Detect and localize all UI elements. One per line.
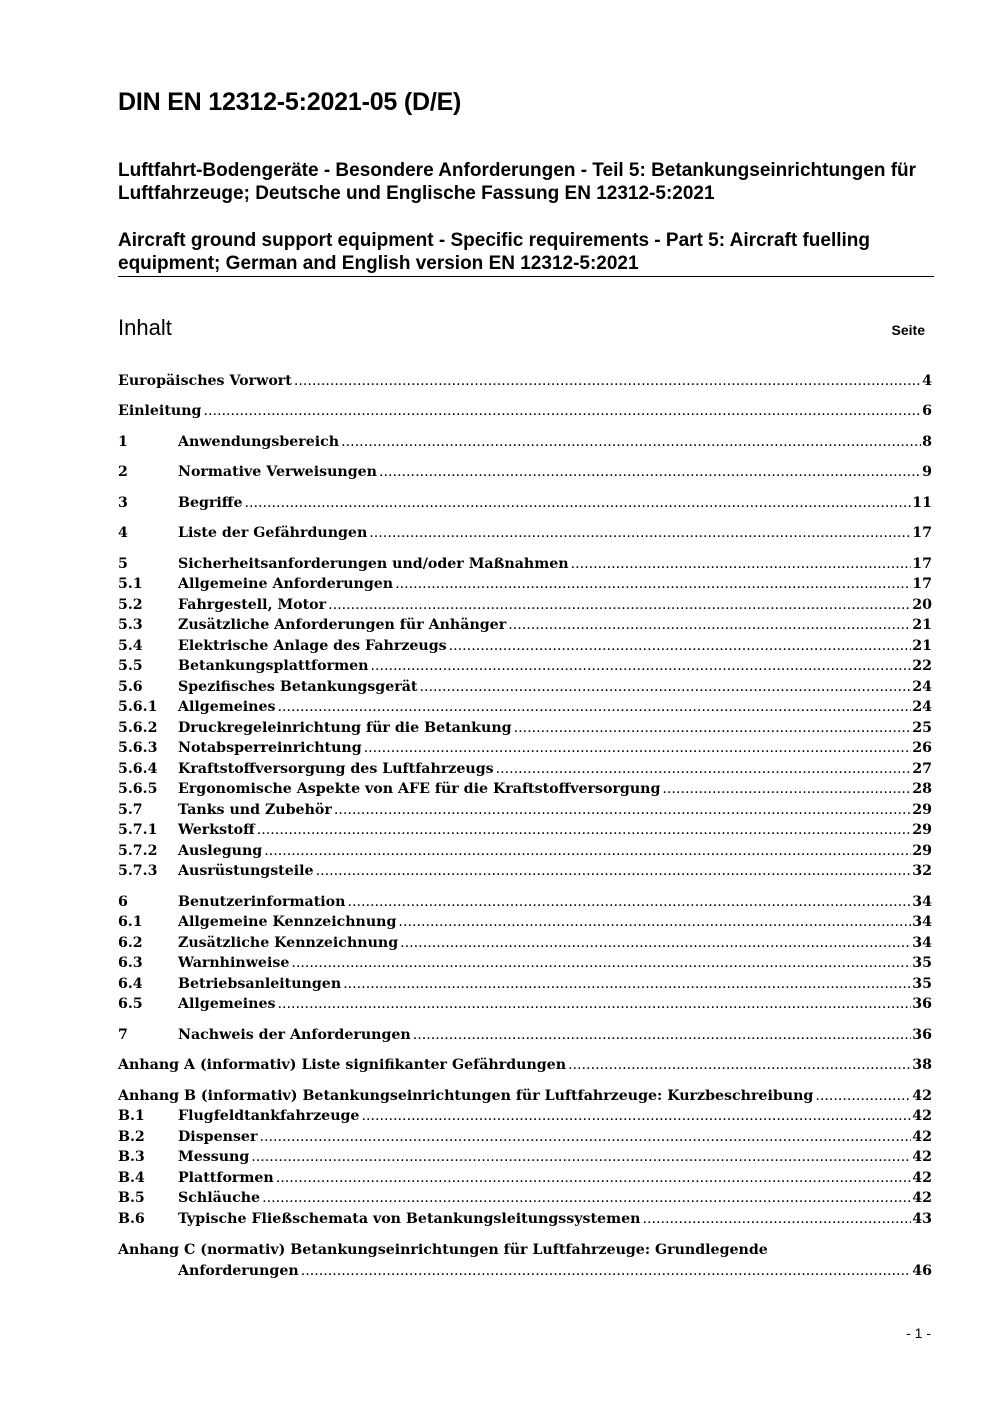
toc-entry-page: 35 (912, 976, 932, 992)
toc-leader-dots (364, 738, 912, 758)
toc-entry-page: 35 (912, 955, 932, 971)
toc-entry-page: 28 (912, 781, 932, 797)
toc-entry-number: 4 (118, 525, 128, 541)
toc-entry-page: 17 (912, 525, 932, 541)
toc-leader-dots (341, 432, 921, 452)
toc-leader-dots (413, 1025, 912, 1045)
toc-entry-page: 42 (912, 1088, 932, 1104)
toc-entry-number: 5.6.4 (118, 761, 158, 777)
toc-entry-text: Fahrgestell, Motor (178, 597, 327, 613)
toc-entry-text: Anhang A (informativ) Liste signifikanter Gefährdungen (118, 1057, 567, 1073)
toc-leader-dots (291, 953, 911, 973)
toc-entry-text: Allgemeines (178, 699, 276, 715)
toc-entry[interactable] (118, 1025, 932, 1045)
toc-leader-dots (642, 1209, 911, 1229)
toc-leader-dots (301, 1261, 912, 1281)
toc-entry-text: Zusätzliche Kennzeichnung (178, 935, 399, 951)
toc-entry[interactable] (118, 994, 932, 1014)
toc-entry[interactable] (118, 1209, 932, 1229)
toc-entry-text: Kraftstoffversorgung des Luftfahrzeugs (178, 761, 494, 777)
toc-entry-annex-c-line1[interactable]: Anhang C (normativ) Betankungseinrichtungen für Luftfahrzeuge: Grundlegende (118, 1242, 768, 1258)
toc-entry[interactable] (118, 1055, 932, 1075)
toc-entry[interactable] (118, 677, 932, 697)
toc-entry-text: Druckregeleinrichtung für die Betankung (178, 720, 512, 736)
toc-entry-text: Betriebsanleitungen (178, 976, 342, 992)
toc-entry[interactable] (118, 1147, 932, 1167)
toc-entry-number: 6.4 (118, 976, 143, 992)
toc-leader-dots (328, 595, 911, 615)
toc-entry-number: B.4 (118, 1170, 145, 1186)
toc-entry[interactable] (118, 432, 932, 452)
toc-entry-text: Tanks und Zubehör (178, 802, 332, 818)
toc-leader-dots (571, 554, 912, 574)
header-divider (118, 276, 934, 277)
title-english: Aircraft ground support equipment - Specific requirements - Part 5: Aircraft fuelling equipment; German and English version EN 12312-5:2021 (118, 230, 871, 274)
toc-entry-number: B.6 (118, 1211, 145, 1227)
toc-leader-dots (244, 493, 911, 513)
title-german: Luftfahrt-Bodengeräte - Besondere Anforderungen - Teil 5: Betankungseinrichtungen für Luftfahrzeuge; Deutsche und Englische Fassung EN 12312-5:2021 (118, 160, 917, 204)
toc-entry-text: Notabsperreinrichtung (178, 740, 362, 756)
toc-entry-number: 6.1 (118, 914, 143, 930)
toc-entry[interactable] (118, 1127, 932, 1147)
toc-leader-dots (257, 820, 911, 840)
toc-entry-number: 5.7.2 (118, 843, 158, 859)
toc-entry-number: 3 (118, 495, 128, 511)
toc-entry-page: 36 (912, 1027, 932, 1043)
toc-leader-dots (276, 1168, 911, 1188)
toc-entry-page: 25 (912, 720, 932, 736)
toc-leader-dots (343, 974, 911, 994)
toc-entry-page: 9 (922, 464, 932, 480)
toc-entry[interactable] (118, 759, 932, 779)
document-id: DIN EN 12312-5:2021-05 (D/E) (118, 88, 462, 116)
toc-entry[interactable] (118, 820, 932, 840)
toc-entry-number: 5.6 (118, 679, 143, 695)
toc-entry[interactable] (118, 636, 932, 656)
toc-entry[interactable] (118, 615, 932, 635)
toc-entry-number: 2 (118, 464, 128, 480)
toc-entry-page: 29 (912, 843, 932, 859)
page-column-label: Seite (891, 322, 925, 338)
toc-entry[interactable] (118, 912, 932, 932)
toc-entry-number: 5.6.2 (118, 720, 158, 736)
toc-entry-page: 36 (912, 996, 932, 1012)
toc-entry[interactable] (118, 493, 932, 513)
toc-entry-text: Schläuche (178, 1190, 261, 1206)
toc-entry-number: B.1 (118, 1108, 145, 1124)
toc-entry-page: 42 (912, 1170, 932, 1186)
toc-entry[interactable] (118, 892, 932, 912)
toc-entry-text: Allgemeine Kennzeichnung (178, 914, 397, 930)
toc-leader-dots (278, 994, 912, 1014)
toc-entry[interactable] (118, 523, 932, 543)
toc-entry-number: 5.3 (118, 617, 143, 633)
toc-entry-number: 5.5 (118, 658, 143, 674)
toc-leader-dots (514, 718, 912, 738)
toc-entry[interactable] (118, 841, 932, 861)
toc-entry-number: 5.7.3 (118, 863, 158, 879)
toc-entry-page: 43 (912, 1211, 932, 1227)
toc-entry[interactable] (118, 401, 932, 421)
toc-entry-page: 21 (912, 638, 932, 654)
toc-entry-number: 6.3 (118, 955, 143, 971)
toc-entry[interactable] (118, 554, 932, 574)
toc-entry-page: 34 (912, 935, 932, 951)
toc-entry-number: 7 (118, 1027, 128, 1043)
toc-entry-page: 22 (912, 658, 932, 674)
toc-entry-number: 5.1 (118, 576, 143, 592)
toc-entry-page: 46 (912, 1263, 932, 1279)
toc-entry-page: 17 (912, 576, 932, 592)
toc-leader-dots (395, 574, 911, 594)
toc-entry-text: Ausrüstungsteile (178, 863, 314, 879)
toc-entry-annex-c-line2[interactable] (118, 1261, 932, 1281)
toc-entry[interactable] (118, 1106, 932, 1126)
toc-entry-text: Ergonomische Aspekte von AFE für die Kraftstoffversorgung (178, 781, 661, 797)
toc-entry-text: Nachweis der Anforderungen (178, 1027, 411, 1043)
toc-entry-page: 34 (912, 894, 932, 910)
toc-leader-dots (400, 933, 911, 953)
toc-leader-dots (369, 523, 911, 543)
toc-leader-dots (203, 401, 921, 421)
toc-entry-page: 21 (912, 617, 932, 633)
toc-entry[interactable] (118, 738, 932, 758)
toc-entry-page: 17 (912, 556, 932, 572)
toc-entry-text: Anhang B (informativ) Betankungseinrichtungen für Luftfahrzeuge: Kurzbeschreibung (118, 1088, 814, 1104)
toc-entry[interactable] (118, 718, 932, 738)
toc-entry-text: Begriffe (178, 495, 243, 511)
toc-entry[interactable] (118, 953, 932, 973)
toc-leader-dots (662, 779, 911, 799)
toc-entry-number: B.3 (118, 1149, 145, 1165)
toc-leader-dots (568, 1055, 911, 1075)
toc-entry-number: 5.7 (118, 802, 143, 818)
toc-entry-page: 8 (922, 434, 932, 450)
toc-entry-text: Messung (178, 1149, 250, 1165)
toc-entry-text: Betankungsplattformen (178, 658, 369, 674)
toc-entry[interactable] (118, 462, 932, 482)
toc-entry[interactable] (118, 1188, 932, 1208)
toc-entry-text: Normative Verweisungen (178, 464, 377, 480)
toc-entry-page: 6 (922, 403, 932, 419)
toc-entry-page: 42 (912, 1190, 932, 1206)
toc-entry-text: Spezifisches Betankungsgerät (178, 679, 418, 695)
toc-heading: Inhalt (118, 315, 172, 340)
toc-entry-text: Europäisches Vorwort (118, 373, 292, 389)
toc-entry-text: Liste der Gefährdungen (178, 525, 368, 541)
toc-leader-dots (294, 371, 921, 391)
toc-entry-page: 32 (912, 863, 932, 879)
toc-entry-text: Typische Fließschemata von Betankungsleitungssystemen (178, 1211, 641, 1227)
toc-leader-dots (398, 912, 911, 932)
toc-entry[interactable] (118, 974, 932, 994)
toc-entry-text: Allgemeine Anforderungen (178, 576, 394, 592)
toc-entry[interactable] (118, 371, 932, 391)
toc-entry-number: B.5 (118, 1190, 145, 1206)
toc-entry-number: B.2 (118, 1129, 145, 1145)
toc-entry-page: 20 (912, 597, 932, 613)
toc-entry-text: Einleitung (118, 403, 202, 419)
toc-entry-text: Allgemeines (178, 996, 276, 1012)
toc-entry-number: 1 (118, 434, 128, 450)
toc-entry[interactable] (118, 697, 932, 717)
toc-entry-number: 5.4 (118, 638, 143, 654)
toc-entry[interactable] (118, 574, 932, 594)
toc-leader-dots (264, 841, 911, 861)
toc-entry[interactable] (118, 861, 932, 881)
toc-entry-number: 5.7.1 (118, 822, 158, 838)
page-number: - 1 - (906, 1325, 931, 1341)
toc-entry-number: 6.2 (118, 935, 143, 951)
toc-entry-page: 34 (912, 914, 932, 930)
toc-entry-page: 29 (912, 802, 932, 818)
toc-entry-page: 26 (912, 740, 932, 756)
toc-leader-dots (262, 1188, 911, 1208)
toc-leader-dots (259, 1127, 911, 1147)
toc-entry[interactable] (118, 933, 932, 953)
toc-entry-text: Anwendungsbereich (178, 434, 340, 450)
toc-entry[interactable] (118, 779, 932, 799)
toc-entry[interactable] (118, 595, 932, 615)
toc-entry-number: 5.6.3 (118, 740, 158, 756)
toc-entry-text: Warnhinweise (178, 955, 290, 971)
toc-entry-page: 24 (912, 699, 932, 715)
toc-entry-text: Benutzerinformation (178, 894, 346, 910)
toc-entry[interactable] (118, 1168, 932, 1188)
toc-leader-dots (419, 677, 911, 697)
toc-entry[interactable] (118, 656, 932, 676)
toc-leader-dots (379, 462, 921, 482)
toc-leader-dots (361, 1106, 911, 1126)
toc-entry-page: 29 (912, 822, 932, 838)
toc-entry[interactable] (118, 1086, 932, 1106)
toc-entry-page: 27 (912, 761, 932, 777)
toc-entry-page: 42 (912, 1108, 932, 1124)
toc-entry-text: Elektrische Anlage des Fahrzeugs (178, 638, 447, 654)
toc-entry-number: 6.5 (118, 996, 143, 1012)
toc-entry-text: Werkstoff (178, 822, 255, 838)
toc-leader-dots (449, 636, 912, 656)
toc-entry-number: 5.6.5 (118, 781, 158, 797)
toc-leader-dots (508, 615, 911, 635)
toc-entry-text: Flugfeldtankfahrzeuge (178, 1108, 360, 1124)
toc-entry-text: Sicherheitsanforderungen und/oder Maßnahmen (178, 556, 569, 572)
toc-entry-text: Anforderungen (178, 1263, 299, 1279)
toc-entry-number: 5 (118, 556, 128, 572)
toc-entry-page: 24 (912, 679, 932, 695)
toc-entry-text: Auslegung (178, 843, 263, 859)
toc-leader-dots (334, 800, 911, 820)
toc-entry-page: 42 (912, 1129, 932, 1145)
toc-entry-text: Zusätzliche Anforderungen für Anhänger (178, 617, 507, 633)
toc-entry-text: Plattformen (178, 1170, 274, 1186)
toc-leader-dots (496, 759, 912, 779)
toc-entry-page: 42 (912, 1149, 932, 1165)
toc-leader-dots (347, 892, 911, 912)
toc-entry-text: Dispenser (178, 1129, 258, 1145)
toc-leader-dots (251, 1147, 911, 1167)
toc-entry-number: 5.6.1 (118, 699, 158, 715)
toc-entry-number: 5.2 (118, 597, 143, 613)
toc-leader-dots (316, 861, 912, 881)
toc-leader-dots (815, 1086, 911, 1106)
toc-entry-page: 4 (922, 373, 932, 389)
toc-entry-page: 38 (912, 1057, 932, 1073)
toc-entry-page: 11 (912, 495, 932, 511)
toc-entry[interactable] (118, 800, 932, 820)
toc-entry-number: 6 (118, 894, 128, 910)
toc-leader-dots (370, 656, 911, 676)
toc-leader-dots (278, 697, 912, 717)
